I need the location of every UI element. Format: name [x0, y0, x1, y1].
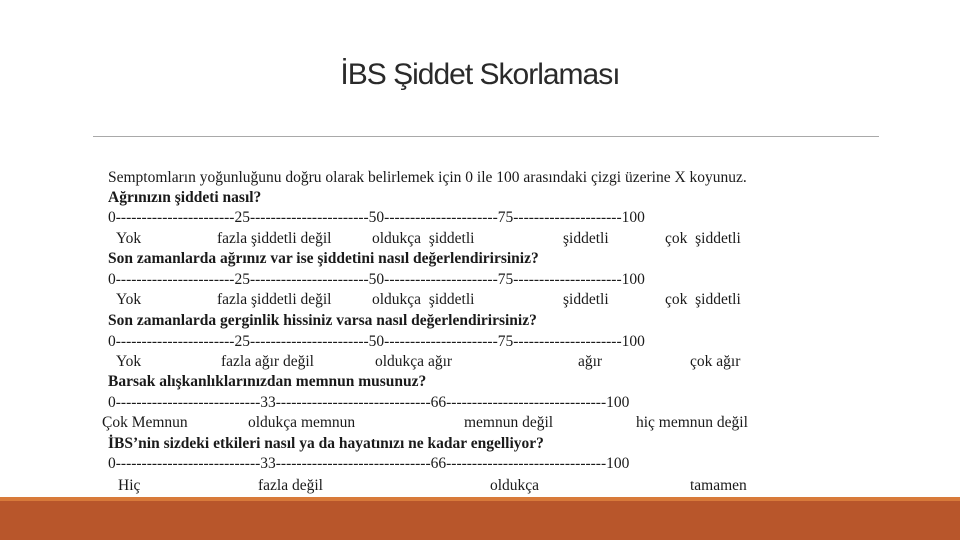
q2-label-3: oldukça şiddetli: [372, 291, 475, 308]
q2-label-4: şiddetli: [563, 291, 609, 308]
q4-label-4: hiç memnun değil: [636, 414, 748, 431]
q5-label-4: tamamen: [690, 477, 747, 494]
q3-label-3: oldukça ağır: [375, 353, 453, 370]
q1-label-3: oldukça şiddetli: [372, 230, 475, 247]
question-2: Son zamanlarda ağrınız var ise şiddetini nasıl değerlendirirsiniz?: [108, 250, 539, 267]
title-divider: [93, 136, 879, 137]
q1-label-2: fazla şiddetli değil: [217, 230, 332, 247]
question-3: Son zamanlarda gerginlik hissiniz varsa nasıl değerlendirirsiniz?: [108, 312, 537, 329]
q3-label-5: çok ağır: [690, 353, 741, 370]
q1-label-5: çok şiddetli: [665, 230, 741, 247]
q4-label-3: memnun değil: [464, 414, 554, 431]
q5-label-2: fazla değil: [258, 477, 323, 494]
q5-label-1: Hiç: [118, 477, 141, 494]
page-title: İBS Şiddet Skorlaması: [340, 58, 620, 91]
instruction-text: Semptomların yoğunluğunu doğru olarak belirlemek için 0 ile 100 arasındaki çizgi üzerine X koyunuz.: [108, 169, 747, 186]
q2-label-5: çok şiddetli: [665, 291, 741, 308]
question-1: Ağrınızın şiddeti nasıl?: [108, 189, 262, 206]
q1-label-1: Yok: [116, 230, 142, 247]
scale-3: 0-----------------------25-----------------------50----------------------75---------------------100: [108, 333, 645, 350]
scale-5: 0----------------------------33------------------------------66-------------------------------100: [108, 455, 630, 472]
footer-band: [0, 497, 960, 540]
question-4: Barsak alışkanlıklarınızdan memnun musunuz?: [108, 373, 427, 390]
question-5: İBS’nin sizdeki etkileri nasıl ya da hayatınızı ne kadar engelliyor?: [108, 435, 544, 452]
q2-label-1: Yok: [116, 291, 142, 308]
scale-1: 0-----------------------25-----------------------50----------------------75---------------------100: [108, 209, 645, 226]
q3-label-2: fazla ağır değil: [221, 353, 314, 370]
q4-label-1: Çok Memnun: [102, 414, 188, 431]
q3-label-4: ağır: [578, 353, 603, 370]
q1-label-4: şiddetli: [563, 230, 609, 247]
scale-2: 0-----------------------25-----------------------50----------------------75---------------------100: [108, 271, 645, 288]
q5-label-3: oldukça: [490, 477, 540, 494]
q3-label-1: Yok: [116, 353, 142, 370]
scale-4: 0----------------------------33------------------------------66-------------------------------100: [108, 394, 630, 411]
q4-label-2: oldukça memnun: [248, 414, 356, 431]
q2-label-2: fazla şiddetli değil: [217, 291, 332, 308]
